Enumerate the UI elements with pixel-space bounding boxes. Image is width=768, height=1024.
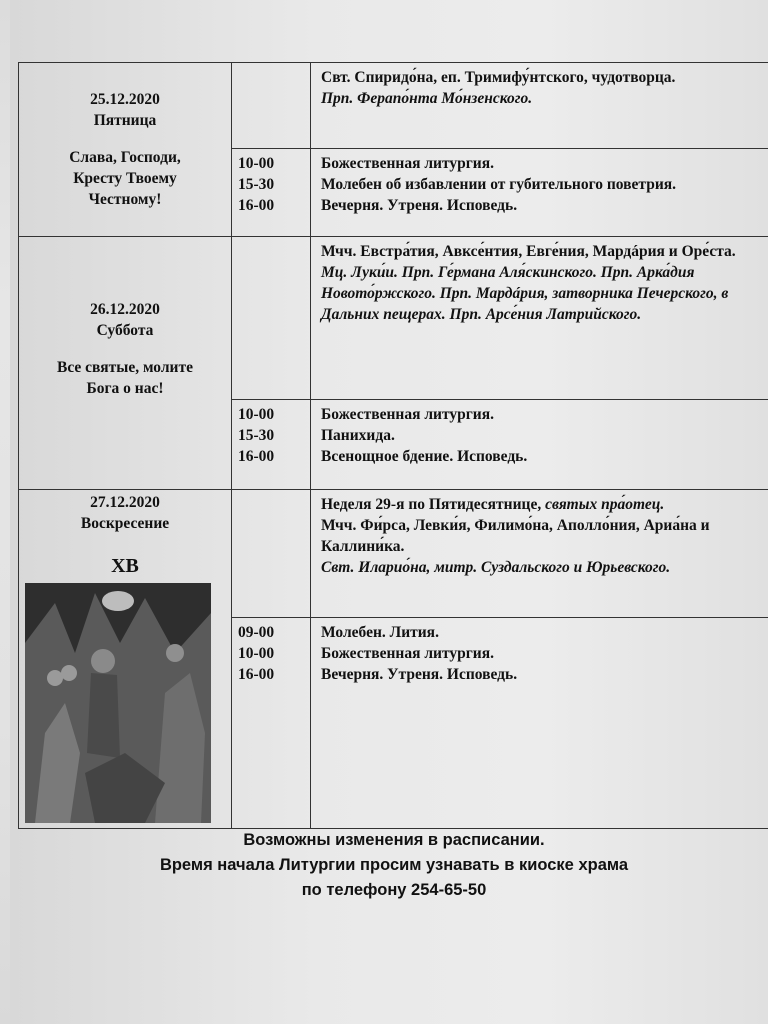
times-cell <box>232 400 311 490</box>
sunday-title-plain: Неделя 29-я по Пятидесятнице, <box>321 496 546 513</box>
empty-time-cell <box>232 490 311 618</box>
saints-italic: Прп. Ферапо́нта Мо́нзенского. <box>321 90 533 107</box>
service-text: Вечерня. Утреня. Исповедь. <box>321 197 518 214</box>
footer-notice <box>18 828 768 903</box>
saints-italic: Свт. Иларио́на, митр. Суздальского и Юрьевского. <box>321 559 671 576</box>
service-time: 15-30 <box>238 176 275 193</box>
footer-line-3: по телефону 254-65-50 <box>301 881 487 899</box>
service-text: Молебен об избавлении от губительного поветрия. <box>321 176 677 193</box>
day-date: 27.12.2020 <box>90 494 160 511</box>
service-time: 09-00 <box>238 624 275 641</box>
day-verse: Слава, Господи, Кресту Твоему Честному! <box>69 149 181 208</box>
service-text: Молебен. Лития. <box>321 624 439 641</box>
day-2-date-cell <box>19 237 232 490</box>
service-text: Всенощное бдение. Исповедь. <box>321 448 528 465</box>
icon-label: ХВ <box>111 555 139 577</box>
services-cell <box>311 149 768 237</box>
day-1-saints-row <box>19 63 768 149</box>
day-date: 25.12.2020 <box>90 91 160 108</box>
saints-cell <box>311 237 768 400</box>
service-time: 10-00 <box>238 645 275 662</box>
day-date: 26.12.2020 <box>90 301 160 318</box>
saints-italic: Мц. Луки́и. Прп. Ге́рмана Аля́скинского. Прп. Арка́дия Новото́ржского. Прп. Мардáрия, затворника Печерского, в Дальних пещерах. Прп. Арсе́ния Латрийского. <box>321 264 729 323</box>
sunday-title <box>321 494 763 515</box>
service-time: 16-00 <box>238 666 275 683</box>
footer-line-2: Время начала Литургии просим узнавать в киоске храма <box>159 856 629 874</box>
day-verse: Все святые, молите Бога о нас! <box>57 359 193 397</box>
service-text: Божественная литургия. <box>321 406 494 423</box>
service-time: 16-00 <box>238 197 275 214</box>
saints-main: Свт. Спиридо́на, еп. Тримифу́нтского, чудотворца. <box>321 69 676 86</box>
day-1-date-cell <box>19 63 232 237</box>
times-cell <box>232 149 311 237</box>
service-text: Панихида. <box>321 427 395 444</box>
services-cell <box>311 618 768 829</box>
day-weekday: Суббота <box>96 322 154 339</box>
saints-main: Мчч. Фи́рса, Левки́я, Филимо́на, Аполло́ния, Ариа́на и Каллини́ка. <box>321 517 710 555</box>
day-3-saints-row <box>19 490 768 618</box>
service-time: 15-30 <box>238 427 275 444</box>
service-text: Божественная литургия. <box>321 645 494 662</box>
day-weekday: Воскресение <box>80 515 170 532</box>
service-time: 10-00 <box>238 406 275 423</box>
service-time: 10-00 <box>238 155 275 172</box>
service-text: Вечерня. Утреня. Исповедь. <box>321 666 518 683</box>
service-text: Божественная литургия. <box>321 155 494 172</box>
services-cell <box>311 400 768 490</box>
service-time: 16-00 <box>238 448 275 465</box>
empty-time-cell <box>232 63 311 149</box>
times-cell <box>232 618 311 829</box>
sunday-title-italic: святых пра́отец. <box>545 496 665 513</box>
schedule-table <box>18 62 768 829</box>
saints-main: Мчч. Евстра́тия, Авксе́нтия, Евге́ния, Мардáрия и Оре́ста. <box>321 243 736 260</box>
empty-time-cell <box>232 237 311 400</box>
footer-line-1: Возможны изменения в расписании. <box>243 831 545 849</box>
saints-cell <box>311 63 768 149</box>
day-2-saints-row <box>19 237 768 400</box>
nativity-icon-image <box>25 583 211 823</box>
day-3-date-cell <box>19 490 232 829</box>
day-weekday: Пятница <box>93 112 157 129</box>
icon-picture <box>25 583 211 823</box>
saints-cell <box>311 490 768 618</box>
